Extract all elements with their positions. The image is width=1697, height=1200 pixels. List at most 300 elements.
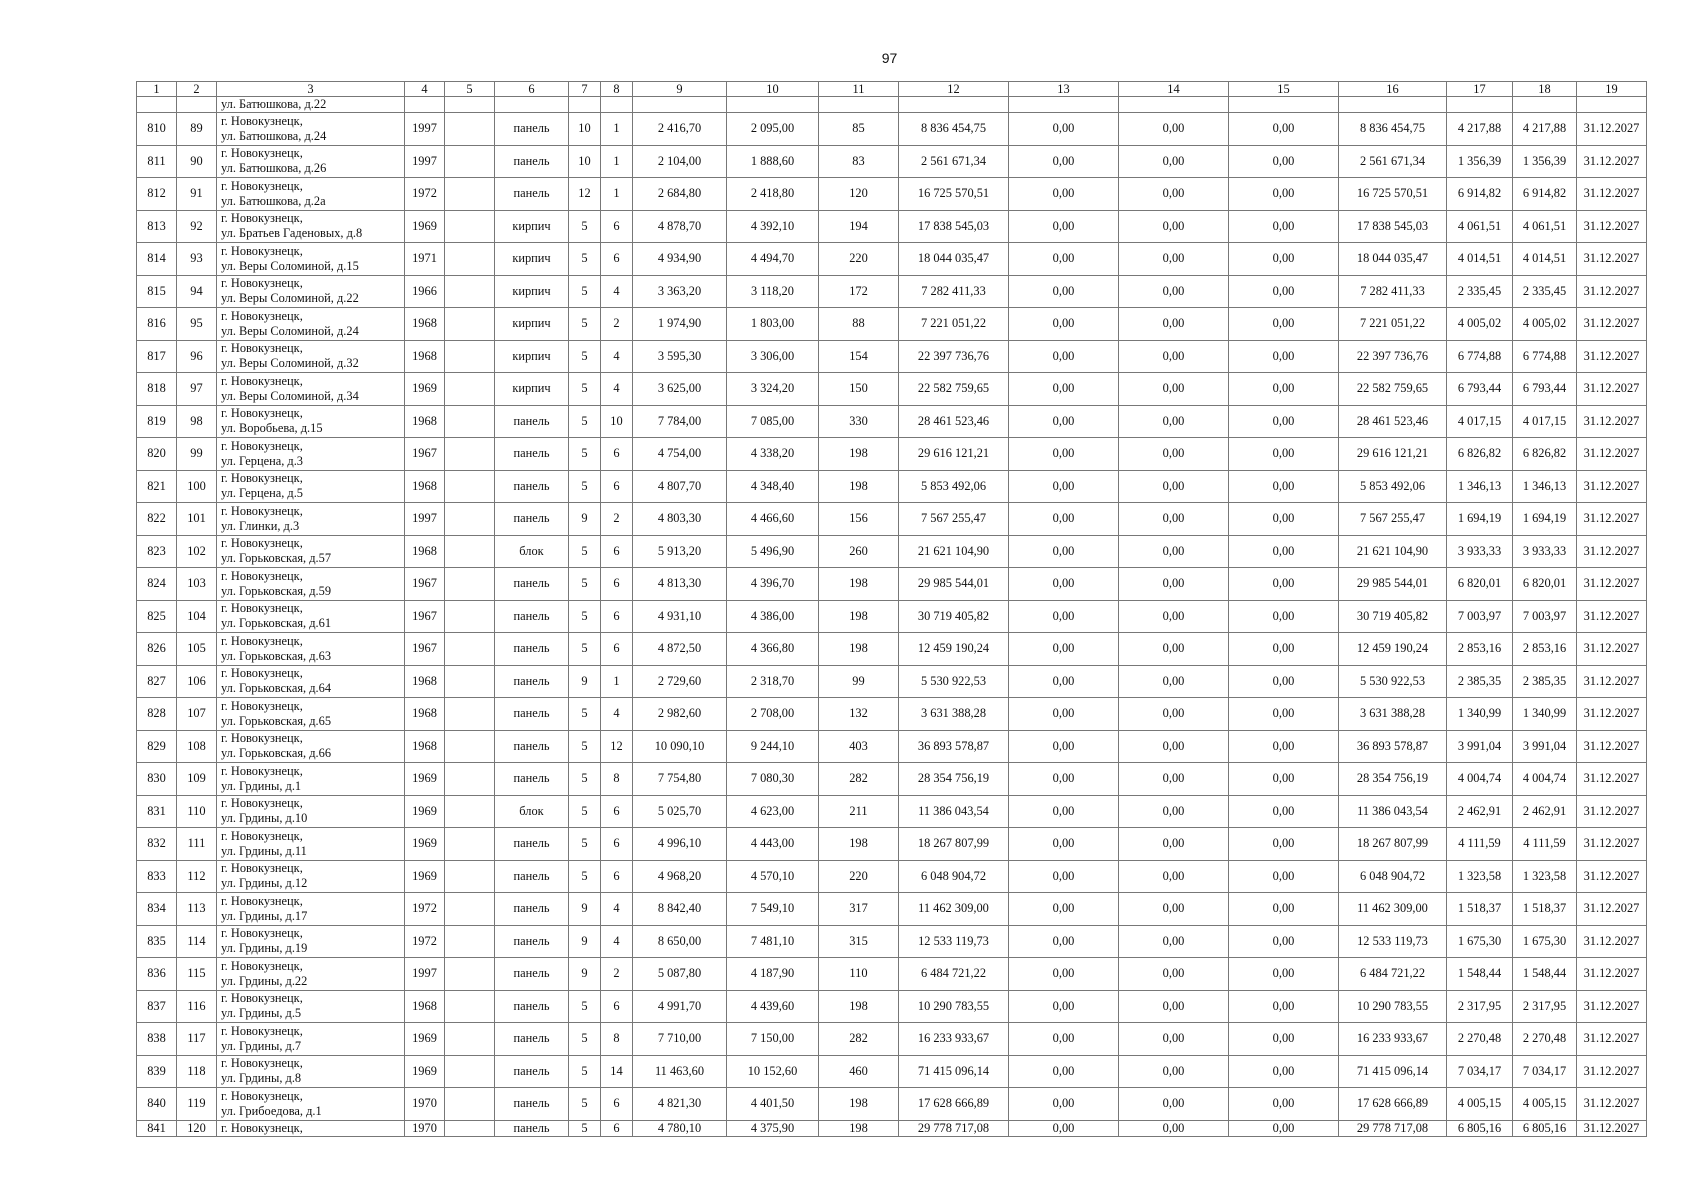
table-row (137, 1120, 1647, 1136)
cell-col-4: 1972 (405, 925, 445, 958)
cell-col-8: 4 (601, 373, 633, 406)
cell-col-5 (445, 243, 495, 276)
cell-col-7: 5 (569, 633, 601, 666)
address-cell (217, 828, 405, 861)
cell-col-14: 0,00 (1119, 1055, 1229, 1088)
cell-col-1: 817 (137, 340, 177, 373)
cell-col-18: 4 005,02 (1513, 308, 1577, 341)
cell-col-8: 6 (601, 568, 633, 601)
cell-col-9: 10 090,10 (633, 730, 727, 763)
cell-col-18: 6 914,82 (1513, 178, 1577, 211)
cell-col-10: 4 348,40 (727, 470, 819, 503)
cell-col-1: 829 (137, 730, 177, 763)
street-text: ул. Горьковская, д.63 (221, 648, 332, 663)
cell-col-1: 814 (137, 243, 177, 276)
address-cell (217, 730, 405, 763)
cell-col-19: 31.12.2027 (1577, 633, 1647, 666)
table-row (137, 1088, 1647, 1121)
cell-col-8: 6 (601, 633, 633, 666)
cell-col-9: 4 754,00 (633, 438, 727, 471)
cell-col-13: 0,00 (1009, 730, 1119, 763)
cell-col-19: 31.12.2027 (1577, 665, 1647, 698)
address-cell (217, 958, 405, 991)
cell-col-7: 5 (569, 1023, 601, 1056)
cell-col-7: 5 (569, 1120, 601, 1136)
cell-col-4: 1966 (405, 275, 445, 308)
cell-col-19: 31.12.2027 (1577, 405, 1647, 438)
city-text: г. Новокузнецк, (221, 438, 303, 453)
address-cell (217, 210, 405, 243)
city-text: г. Новокузнецк, (221, 406, 303, 421)
cell-col-6: панель (495, 730, 569, 763)
cell-col-12: 11 462 309,00 (899, 893, 1009, 926)
cell-col-2: 102 (177, 535, 217, 568)
column-header-13: 13 (1009, 82, 1119, 97)
street-text: ул. Веры Соломиной, д.24 (221, 323, 359, 338)
cell-col-8: 6 (601, 1088, 633, 1121)
cell-col-8: 12 (601, 730, 633, 763)
city-text: г. Новокузнецк, (221, 991, 303, 1006)
cell-col-12: 36 893 578,87 (899, 730, 1009, 763)
cell-col-10: 4 494,70 (727, 243, 819, 276)
table-body (137, 97, 1647, 1137)
cell-col-15: 0,00 (1229, 503, 1339, 536)
cell-col-14: 0,00 (1119, 860, 1229, 893)
street-text: ул. Братьев Гаденовых, д.8 (221, 226, 363, 241)
cell-col-11: 194 (819, 210, 899, 243)
cell-col-16: 28 354 756,19 (1339, 763, 1447, 796)
cell-col-17: 3 933,33 (1447, 535, 1513, 568)
address-cell (217, 373, 405, 406)
cell-col-6: панель (495, 600, 569, 633)
table-row (137, 763, 1647, 796)
cell-col-11: 198 (819, 600, 899, 633)
cell-col-10: 4 396,70 (727, 568, 819, 601)
column-header-19: 19 (1577, 82, 1647, 97)
cell-col-7: 5 (569, 1055, 601, 1088)
cell-col-8: 2 (601, 958, 633, 991)
table-row (137, 600, 1647, 633)
cell-col-19: 31.12.2027 (1577, 535, 1647, 568)
cell-col-12: 71 415 096,14 (899, 1055, 1009, 1088)
address-cell (217, 503, 405, 536)
cell-col-4: 1972 (405, 178, 445, 211)
table-row (137, 275, 1647, 308)
cell-col-4: 1967 (405, 600, 445, 633)
cell-col-4: 1997 (405, 503, 445, 536)
table-row (137, 503, 1647, 536)
cell-col-6: панель (495, 925, 569, 958)
street-text: ул. Грдины, д.17 (221, 908, 308, 923)
cell-col-19: 31.12.2027 (1577, 1055, 1647, 1088)
cell-col-9: 2 982,60 (633, 698, 727, 731)
cell-col-1: 824 (137, 568, 177, 601)
cell-col-11: 99 (819, 665, 899, 698)
table-row (137, 893, 1647, 926)
cell-col-11: 88 (819, 308, 899, 341)
cell-col-10: 4 439,60 (727, 990, 819, 1023)
cell-col-19: 31.12.2027 (1577, 210, 1647, 243)
table-row-carryover (137, 97, 1647, 113)
cell-col-2: 101 (177, 503, 217, 536)
city-text: г. Новокузнецк, (221, 698, 303, 713)
cell-col-15: 0,00 (1229, 275, 1339, 308)
cell-col-15: 0,00 (1229, 470, 1339, 503)
cell-col-8: 6 (601, 535, 633, 568)
cell-col-19: 31.12.2027 (1577, 958, 1647, 991)
cell-col-17: 1 356,39 (1447, 145, 1513, 178)
city-text: г. Новокузнецк, (221, 893, 303, 908)
cell-col-8: 2 (601, 503, 633, 536)
cell-col-7: 9 (569, 925, 601, 958)
cell-col-7: 5 (569, 308, 601, 341)
cell-col-15: 0,00 (1229, 113, 1339, 146)
cell-col-12: 5 530 922,53 (899, 665, 1009, 698)
cell-col-19: 31.12.2027 (1577, 470, 1647, 503)
cell-col-2: 100 (177, 470, 217, 503)
cell-col-18: 3 991,04 (1513, 730, 1577, 763)
cell-col-6: панель (495, 438, 569, 471)
cell-col-15: 0,00 (1229, 828, 1339, 861)
address-cell (217, 1023, 405, 1056)
cell-col-18: 6 826,82 (1513, 438, 1577, 471)
table-row (137, 860, 1647, 893)
cell-col-9: 2 416,70 (633, 113, 727, 146)
street-text: ул. Грдины, д.1 (221, 778, 302, 793)
cell-col-7: 10 (569, 145, 601, 178)
cell-col-17: 2 270,48 (1447, 1023, 1513, 1056)
cell-col-13: 0,00 (1009, 860, 1119, 893)
column-number-row (137, 82, 1647, 97)
cell-col-6: панель (495, 633, 569, 666)
cell-col-8: 4 (601, 340, 633, 373)
address-cell (217, 990, 405, 1023)
page-number: 97 (881, 50, 898, 66)
cell-col-2: 95 (177, 308, 217, 341)
cell-col-17: 7 034,17 (1447, 1055, 1513, 1088)
cell-col-5 (445, 405, 495, 438)
city-text: г. Новокузнецк, (221, 503, 303, 518)
cell-col-19: 31.12.2027 (1577, 1088, 1647, 1121)
cell-col-16: 29 985 544,01 (1339, 568, 1447, 601)
cell-col-19: 31.12.2027 (1577, 503, 1647, 536)
cell-col-1: 831 (137, 795, 177, 828)
cell-col-17: 4 005,15 (1447, 1088, 1513, 1121)
cell-col-6: панель (495, 1088, 569, 1121)
cell-col-15: 0,00 (1229, 665, 1339, 698)
city-text: г. Новокузнецк, (221, 276, 303, 291)
cell-col-18: 1 518,37 (1513, 893, 1577, 926)
cell-col-13: 0,00 (1009, 503, 1119, 536)
cell-col-1: 836 (137, 958, 177, 991)
city-text: г. Новокузнецк, (221, 926, 303, 941)
cell-col-15: 0,00 (1229, 438, 1339, 471)
cell-col-11: 220 (819, 860, 899, 893)
cell-col-10: 7 481,10 (727, 925, 819, 958)
city-text: г. Новокузнецк, (221, 308, 303, 323)
city-text: г. Новокузнецк, (221, 146, 303, 161)
table-row (137, 1055, 1647, 1088)
cell-col-19: 31.12.2027 (1577, 438, 1647, 471)
column-header-14: 14 (1119, 82, 1229, 97)
cell-col-8: 10 (601, 405, 633, 438)
cell-col-7: 5 (569, 340, 601, 373)
city-text: г. Новокузнецк, (221, 1056, 303, 1071)
address-cell (217, 1055, 405, 1088)
cell-col-10: 7 150,00 (727, 1023, 819, 1056)
cell-col-13: 0,00 (1009, 1055, 1119, 1088)
cell-col-2: 111 (177, 828, 217, 861)
address-cell (217, 665, 405, 698)
cell-col-13: 0,00 (1009, 438, 1119, 471)
cell-col-9: 5 025,70 (633, 795, 727, 828)
street-text: ул. Грдины, д.7 (221, 1038, 302, 1053)
cell-col-14: 0,00 (1119, 210, 1229, 243)
cell-col-9: 4 878,70 (633, 210, 727, 243)
cell-col-18: 1 340,99 (1513, 698, 1577, 731)
column-header-1: 1 (137, 82, 177, 97)
city-text: г. Новокузнецк, (221, 763, 303, 778)
cell-col-13: 0,00 (1009, 470, 1119, 503)
cell-col-7: 5 (569, 795, 601, 828)
column-header-5: 5 (445, 82, 495, 97)
cell-col-19: 31.12.2027 (1577, 600, 1647, 633)
cell-col-6: панель (495, 958, 569, 991)
cell-col-14: 0,00 (1119, 763, 1229, 796)
cell-col-13: 0,00 (1009, 373, 1119, 406)
cell-col-7: 5 (569, 405, 601, 438)
cell-col-2: 92 (177, 210, 217, 243)
cell-col-13: 0,00 (1009, 828, 1119, 861)
cell-col-13: 0,00 (1009, 698, 1119, 731)
cell-col-1: 835 (137, 925, 177, 958)
cell-col-14: 0,00 (1119, 113, 1229, 146)
cell-col-2: 118 (177, 1055, 217, 1088)
street-text: ул. Горьковская, д.59 (221, 583, 332, 598)
cell-col-4: 1997 (405, 145, 445, 178)
cell-col-16: 11 462 309,00 (1339, 893, 1447, 926)
cell-col-5 (445, 308, 495, 341)
cell-col-4: 1970 (405, 1120, 445, 1136)
cell-col-14: 0,00 (1119, 665, 1229, 698)
cell-col-18: 6 805,16 (1513, 1120, 1577, 1136)
cell-col-15: 0,00 (1229, 893, 1339, 926)
cell-col-18: 6 793,44 (1513, 373, 1577, 406)
cell-col-18: 1 323,58 (1513, 860, 1577, 893)
cell-col-4: 1969 (405, 763, 445, 796)
cell-col-12: 7 221 051,22 (899, 308, 1009, 341)
cell-col-8: 4 (601, 275, 633, 308)
cell-col-13: 0,00 (1009, 990, 1119, 1023)
cell-col-5 (445, 178, 495, 211)
cell-col-17: 4 111,59 (1447, 828, 1513, 861)
city-text: г. Новокузнецк, (221, 601, 303, 616)
street-text: ул. Веры Соломиной, д.32 (221, 356, 359, 371)
table-row (137, 535, 1647, 568)
cell-col-7: 5 (569, 470, 601, 503)
address-cell (217, 405, 405, 438)
cell-col-5 (445, 1055, 495, 1088)
cell-col-16: 16 233 933,67 (1339, 1023, 1447, 1056)
carryover-address: ул. Батюшкова, д.22 (217, 97, 405, 113)
cell-col-16: 8 836 454,75 (1339, 113, 1447, 146)
cell-col-8: 6 (601, 600, 633, 633)
address-cell (217, 535, 405, 568)
cell-col-12: 29 985 544,01 (899, 568, 1009, 601)
cell-col-5 (445, 470, 495, 503)
cell-col-14: 0,00 (1119, 795, 1229, 828)
cell-col-13: 0,00 (1009, 1088, 1119, 1121)
cell-col-11: 211 (819, 795, 899, 828)
cell-col-7: 5 (569, 730, 601, 763)
cell-col-16: 3 631 388,28 (1339, 698, 1447, 731)
cell-col-5 (445, 503, 495, 536)
cell-col-18: 2 317,95 (1513, 990, 1577, 1023)
cell-col-16: 71 415 096,14 (1339, 1055, 1447, 1088)
cell-col-4: 1969 (405, 860, 445, 893)
cell-col-10: 4 187,90 (727, 958, 819, 991)
cell-col-13: 0,00 (1009, 178, 1119, 211)
cell-col-14: 0,00 (1119, 373, 1229, 406)
cell-col-15: 0,00 (1229, 763, 1339, 796)
cell-col-1: 825 (137, 600, 177, 633)
cell-col-1: 826 (137, 633, 177, 666)
cell-col-9: 8 650,00 (633, 925, 727, 958)
cell-col-1: 838 (137, 1023, 177, 1056)
cell-col-6: кирпич (495, 210, 569, 243)
street-text: ул. Грдины, д.10 (221, 811, 308, 826)
cell-col-12: 28 461 523,46 (899, 405, 1009, 438)
cell-col-7: 5 (569, 600, 601, 633)
cell-col-5 (445, 860, 495, 893)
street-text: ул. Батюшкова, д.26 (221, 161, 327, 176)
cell-col-17: 2 462,91 (1447, 795, 1513, 828)
cell-col-12: 29 778 717,08 (899, 1120, 1009, 1136)
cell-col-11: 260 (819, 535, 899, 568)
table-row (137, 665, 1647, 698)
cell-col-9: 7 710,00 (633, 1023, 727, 1056)
cell-col-10: 4 466,60 (727, 503, 819, 536)
table-row (137, 568, 1647, 601)
cell-col-12: 2 561 671,34 (899, 145, 1009, 178)
cell-col-8: 6 (601, 243, 633, 276)
cell-col-8: 1 (601, 665, 633, 698)
cell-col-9: 4 996,10 (633, 828, 727, 861)
cell-col-10: 2 418,80 (727, 178, 819, 211)
cell-col-6: панель (495, 860, 569, 893)
cell-col-5 (445, 795, 495, 828)
cell-col-5 (445, 730, 495, 763)
cell-col-11: 198 (819, 568, 899, 601)
street-text: ул. Горьковская, д.66 (221, 746, 332, 761)
address-cell (217, 893, 405, 926)
cell-col-14: 0,00 (1119, 893, 1229, 926)
cell-col-14: 0,00 (1119, 535, 1229, 568)
cell-col-19: 31.12.2027 (1577, 925, 1647, 958)
cell-col-1: 815 (137, 275, 177, 308)
cell-col-1: 819 (137, 405, 177, 438)
city-text: г. Новокузнецк, (221, 373, 303, 388)
cell-col-14: 0,00 (1119, 1023, 1229, 1056)
cell-col-1: 822 (137, 503, 177, 536)
cell-col-17: 1 346,13 (1447, 470, 1513, 503)
cell-col-16: 5 853 492,06 (1339, 470, 1447, 503)
cell-col-4: 1997 (405, 958, 445, 991)
cell-col-12: 28 354 756,19 (899, 763, 1009, 796)
cell-col-17: 4 017,15 (1447, 405, 1513, 438)
cell-col-17: 1 340,99 (1447, 698, 1513, 731)
table-row (137, 730, 1647, 763)
cell-col-5 (445, 1023, 495, 1056)
cell-col-1: 816 (137, 308, 177, 341)
cell-col-18: 1 356,39 (1513, 145, 1577, 178)
table-row (137, 828, 1647, 861)
cell-col-8: 4 (601, 698, 633, 731)
cell-col-8: 6 (601, 470, 633, 503)
cell-col-16: 5 530 922,53 (1339, 665, 1447, 698)
cell-col-14: 0,00 (1119, 145, 1229, 178)
cell-col-19: 31.12.2027 (1577, 178, 1647, 211)
cell-col-2: 106 (177, 665, 217, 698)
street-text: ул. Батюшкова, д.2а (221, 193, 326, 208)
cell-col-2: 99 (177, 438, 217, 471)
column-header-3: 3 (217, 82, 405, 97)
cell-col-12: 30 719 405,82 (899, 600, 1009, 633)
cell-col-8: 14 (601, 1055, 633, 1088)
city-text: г. Новокузнецк, (221, 828, 303, 843)
cell-col-15: 0,00 (1229, 308, 1339, 341)
cell-col-15: 0,00 (1229, 860, 1339, 893)
column-header-6: 6 (495, 82, 569, 97)
cell-col-1: 828 (137, 698, 177, 731)
cell-col-4: 1997 (405, 113, 445, 146)
cell-col-15: 0,00 (1229, 633, 1339, 666)
cell-col-10: 10 152,60 (727, 1055, 819, 1088)
cell-col-18: 4 061,51 (1513, 210, 1577, 243)
street-text: ул. Батюшкова, д.24 (221, 128, 327, 143)
cell-col-13: 0,00 (1009, 1120, 1119, 1136)
cell-col-11: 198 (819, 828, 899, 861)
cell-col-2: 110 (177, 795, 217, 828)
cell-col-5 (445, 210, 495, 243)
cell-col-8: 1 (601, 145, 633, 178)
cell-col-11: 198 (819, 470, 899, 503)
street-text: ул. Грдины, д.11 (221, 843, 307, 858)
cell-col-2: 113 (177, 893, 217, 926)
cell-col-7: 5 (569, 1088, 601, 1121)
cell-col-9: 4 803,30 (633, 503, 727, 536)
cell-col-9: 7 784,00 (633, 405, 727, 438)
cell-col-2: 89 (177, 113, 217, 146)
cell-col-4: 1968 (405, 535, 445, 568)
cell-col-18: 2 270,48 (1513, 1023, 1577, 1056)
cell-col-19: 31.12.2027 (1577, 243, 1647, 276)
cell-col-17: 2 335,45 (1447, 275, 1513, 308)
city-text: г. Новокузнецк, (221, 568, 303, 583)
cell-col-19: 31.12.2027 (1577, 1120, 1647, 1136)
cell-col-7: 5 (569, 763, 601, 796)
cell-col-12: 18 267 807,99 (899, 828, 1009, 861)
cell-col-9: 3 625,00 (633, 373, 727, 406)
cell-col-11: 120 (819, 178, 899, 211)
cell-col-1: 841 (137, 1120, 177, 1136)
table-row (137, 633, 1647, 666)
cell-col-1: 837 (137, 990, 177, 1023)
cell-col-2: 97 (177, 373, 217, 406)
address-cell (217, 1120, 405, 1136)
cell-col-5 (445, 535, 495, 568)
cell-col-12: 16 233 933,67 (899, 1023, 1009, 1056)
